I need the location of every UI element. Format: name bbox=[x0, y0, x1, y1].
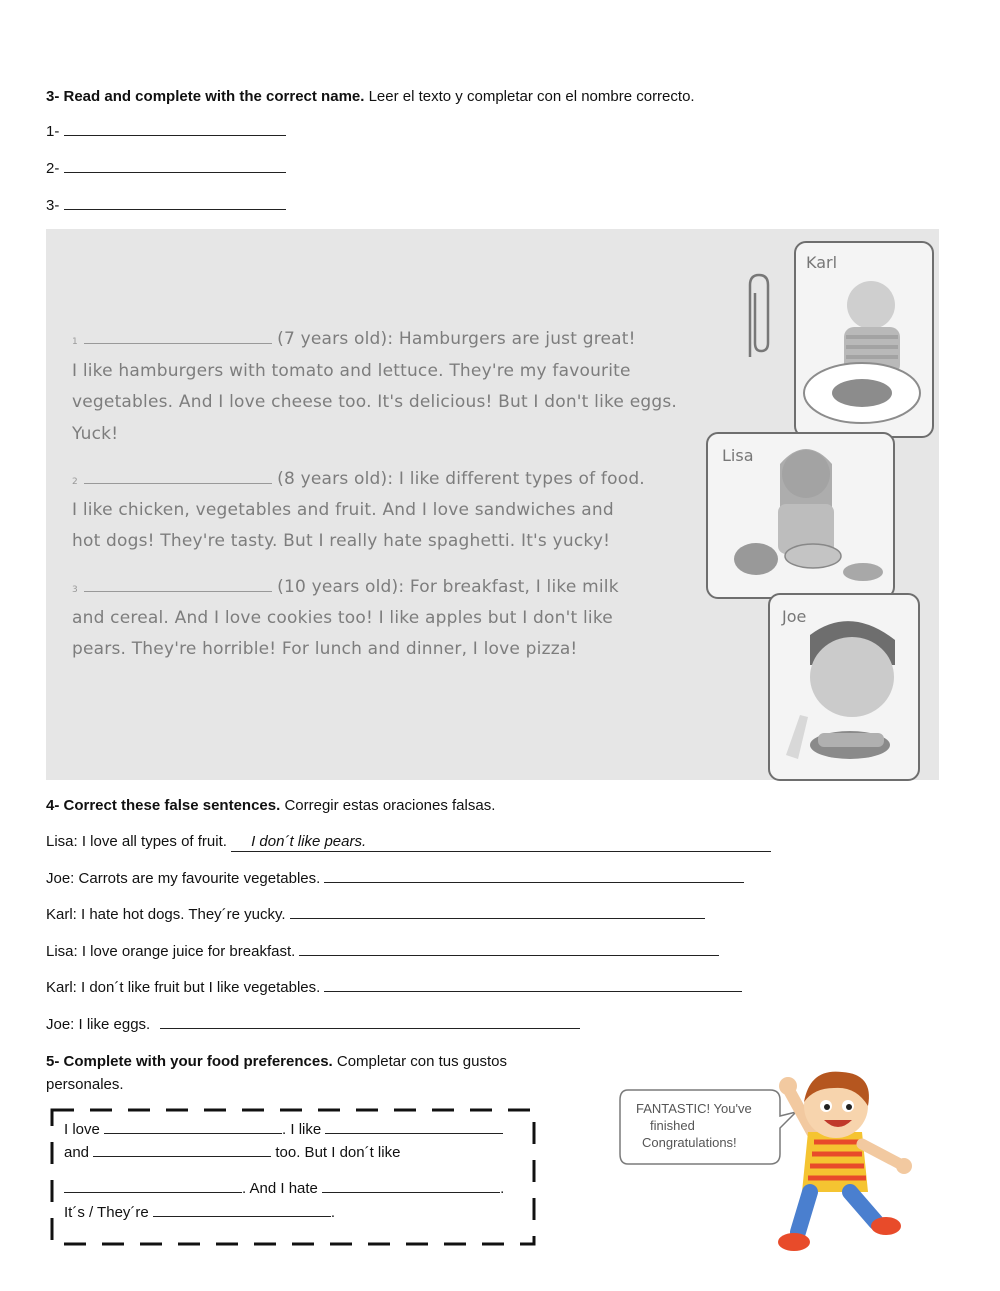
bubble-line: Congratulations! bbox=[642, 1135, 737, 1150]
paragraph-number: 3 bbox=[72, 585, 78, 595]
paperclip-icon bbox=[740, 271, 774, 361]
false-sentence: Joe: Carrots are my favourite vegetables. bbox=[46, 870, 321, 887]
paragraph-line: Yuck! bbox=[72, 424, 119, 444]
paragraph-line: hot dogs! They're tasty. But I really hate spaghetti. It's yucky! bbox=[72, 531, 611, 551]
karl-illustration bbox=[796, 243, 932, 436]
section4-instruction: Corregir estas oraciones falsas. bbox=[280, 797, 496, 814]
example-answer: I don´t like pears. bbox=[251, 833, 367, 850]
paragraph-3-intro bbox=[72, 577, 619, 597]
pref-line-3 bbox=[64, 1180, 504, 1197]
section3-heading bbox=[46, 88, 695, 106]
pref-text: and bbox=[64, 1144, 90, 1161]
false-sentence: Lisa: I love orange juice for breakfast. bbox=[46, 943, 296, 960]
paragraph-blank bbox=[84, 333, 272, 344]
paragraph-blank bbox=[84, 473, 272, 484]
false-sentence: Lisa: I love all types of fruit. bbox=[46, 833, 227, 850]
pref-text: I love bbox=[64, 1121, 100, 1138]
answer-blank-3[interactable] bbox=[64, 197, 286, 210]
section4-title: 4- Correct these false sentences. bbox=[46, 797, 281, 814]
pref-line-4 bbox=[64, 1204, 335, 1221]
karl-photo bbox=[794, 241, 934, 438]
lisa-illustration bbox=[708, 434, 893, 597]
paragraph-line: and cereal. And I love cookies too! I like apples but I don't like bbox=[72, 608, 613, 628]
and-like-blank[interactable] bbox=[93, 1144, 271, 1157]
its-blank[interactable] bbox=[153, 1204, 331, 1217]
pref-line-2 bbox=[64, 1144, 400, 1161]
joe-illustration bbox=[770, 595, 918, 779]
section5-instruction: Completar con tus gustos bbox=[332, 1053, 507, 1070]
paragraph-age-text: (7 years old): Hamburgers are just great! bbox=[277, 329, 636, 349]
answer-line-1 bbox=[46, 123, 286, 141]
pref-text: . And I hate bbox=[242, 1180, 318, 1197]
false-sentence: Karl: I hate hot dogs. They´re yucky. bbox=[46, 906, 286, 923]
answer-number: 3- bbox=[46, 197, 60, 214]
section5-instruction-line2: personales. bbox=[46, 1076, 124, 1093]
sentence-row-1 bbox=[46, 833, 771, 852]
sentence-row-4 bbox=[46, 943, 719, 961]
false-sentence: Karl: I don´t like fruit but I like vegetables. bbox=[46, 979, 321, 996]
section3-title: 3- Read and complete with the correct name. bbox=[46, 88, 365, 105]
dont-like-blank[interactable] bbox=[64, 1180, 242, 1193]
section3-instruction: Leer el texto y completar con el nombre correcto. bbox=[364, 88, 695, 105]
paragraph-1-intro bbox=[72, 329, 636, 349]
section4-heading bbox=[46, 797, 495, 815]
answer-field-1[interactable] bbox=[231, 833, 771, 852]
false-sentence: Joe: I like eggs. bbox=[46, 1016, 151, 1033]
lisa-photo bbox=[706, 432, 895, 599]
answer-field-2[interactable] bbox=[324, 870, 744, 883]
bubble-line: FANTASTIC! You've bbox=[636, 1101, 752, 1116]
answer-field-4[interactable] bbox=[299, 943, 719, 956]
photo-label-lisa: Lisa bbox=[722, 446, 754, 465]
pref-text: It´s / They´re bbox=[64, 1204, 149, 1221]
pref-line-1 bbox=[64, 1121, 503, 1138]
paragraph-line: vegetables. And I love cheese too. It's delicious! But I don't like eggs. bbox=[72, 392, 678, 412]
hate-blank[interactable] bbox=[322, 1180, 500, 1193]
answer-number: 1- bbox=[46, 123, 60, 140]
joe-photo bbox=[768, 593, 920, 781]
answer-line-3 bbox=[46, 197, 286, 215]
paragraph-blank bbox=[84, 581, 272, 592]
cartoon-boy-icon bbox=[750, 1062, 920, 1262]
sentence-row-6 bbox=[46, 1016, 580, 1034]
paragraph-line: I like hamburgers with tomato and lettuce. They're my favourite bbox=[72, 361, 631, 381]
paragraph-line: pears. They're horrible! For lunch and dinner, I love pizza! bbox=[72, 639, 578, 659]
speech-bubble bbox=[636, 1100, 752, 1151]
photo-label-joe: Joe bbox=[782, 607, 807, 626]
answer-number: 2- bbox=[46, 160, 60, 177]
paragraph-age-text: (10 years old): For breakfast, I like milk bbox=[277, 577, 619, 597]
section5-heading bbox=[46, 1053, 507, 1071]
sentence-row-3 bbox=[46, 906, 705, 924]
answer-line-2 bbox=[46, 160, 286, 178]
paragraph-age-text: (8 years old): I like different types of food. bbox=[277, 469, 645, 489]
paragraph-number: 2 bbox=[72, 477, 78, 487]
sentence-row-2 bbox=[46, 870, 744, 888]
bubble-line: finished bbox=[650, 1118, 695, 1133]
reading-card bbox=[46, 229, 939, 780]
paragraph-number: 1 bbox=[72, 337, 78, 347]
pref-text: too. But I don´t like bbox=[275, 1144, 401, 1161]
pref-text: . I like bbox=[282, 1121, 322, 1138]
pref-text: . bbox=[500, 1180, 505, 1197]
answer-field-5[interactable] bbox=[324, 979, 742, 992]
love-blank[interactable] bbox=[104, 1121, 282, 1134]
paragraph-2-intro bbox=[72, 469, 645, 489]
photo-label-karl: Karl bbox=[806, 253, 838, 272]
pref-text: . bbox=[330, 1204, 336, 1221]
answer-field-3[interactable] bbox=[290, 906, 705, 919]
section5-title: 5- Complete with your food preferences. bbox=[46, 1053, 333, 1070]
answer-blank-1[interactable] bbox=[64, 123, 286, 136]
answer-blank-2[interactable] bbox=[64, 160, 286, 173]
paragraph-line: I like chicken, vegetables and fruit. And I love sandwiches and bbox=[72, 500, 614, 520]
like-blank[interactable] bbox=[325, 1121, 503, 1134]
sentence-row-5 bbox=[46, 979, 742, 997]
answer-field-6[interactable] bbox=[160, 1016, 580, 1029]
